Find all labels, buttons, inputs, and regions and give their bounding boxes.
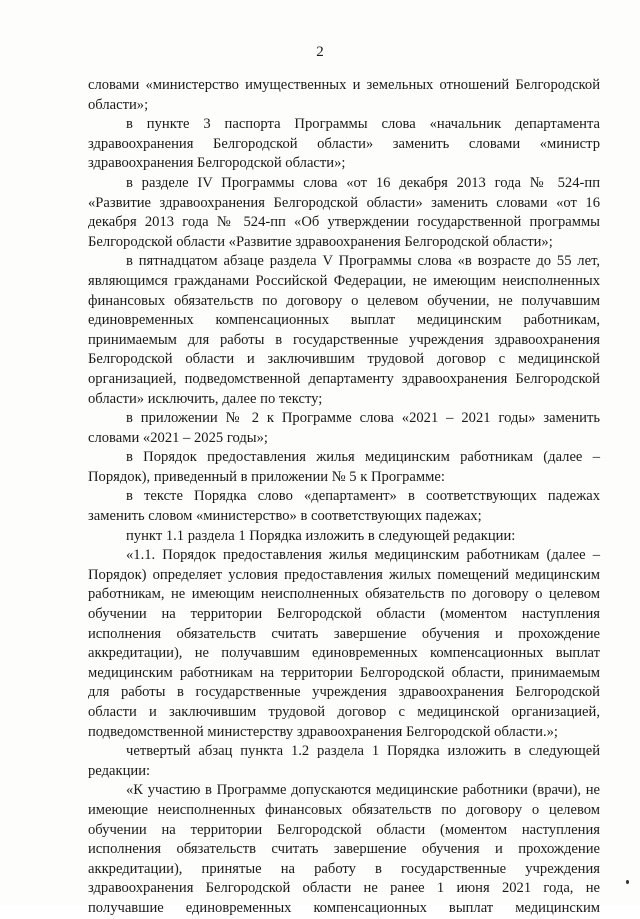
document-body bbox=[88, 76, 600, 919]
scan-speck bbox=[626, 880, 629, 884]
paragraph-1: словами «министерство имущественных и земельных отношений Белгородской области»; bbox=[88, 77, 600, 113]
paragraph-7: в тексте Порядка слово «департамент» в соответствующих падежах заменить словом «министерство» в соответствующих падежах; bbox=[88, 488, 600, 525]
page-number: 2 bbox=[316, 44, 324, 60]
paragraph-8: пункт 1.1 раздела 1 Порядка изложить в следующей редакции: bbox=[126, 527, 516, 544]
paragraph-4: в пятнадцатом абзаце раздела V Программы слова «в возрасте до 55 лет, являющимся гражданами Российской Федерации, не имеющим неисполненных финансовых обязательств по договору о целевом обучении, не получавшим единовременных компенсационных выплат медицинским работникам, принимаемым для работы в государственные учреждения здравоохранения Белгородской области и заключившим трудовой договор с медицинской организацией, подведомственной департаменту здравоохранения Белгородской области» исключить, далее по тексту; bbox=[88, 253, 600, 407]
paragraph-10: четвертый абзац пункта 1.2 раздела 1 Порядка изложить в следующей редакции: bbox=[88, 743, 600, 779]
paragraph-2: в пункте 3 паспорта Программы слова «начальник департамента здравоохранения Белгородской области» заменить словами «министр здравоохранения Белгородской области»; bbox=[88, 116, 600, 172]
paragraph-11: «К участию в Программе допускаются медицинские работники (врачи), не имеющие неисполненных финансовых обязательств по договору о целевом обучении на территории Белгородской области (моментом наступления исполнения обязательств считать завершение обучения и прохождение аккредитации), принятые на работу в государственные учреждения здравоохранения Белгородской области не ранее 1 июня 2021 года, не получавшие единовременных компенсационных выплат медицинским bbox=[88, 782, 600, 916]
paragraph-9: «1.1. Порядок предоставления жилья медицинским работникам (далее – Порядок) определяет условия предоставления жилых помещений медицинским работникам, не имеющим неисполненных обязательств по договору о целевом обучении на территории Белгородской области (моментом наступления исполнения обязательств считать завершение обучения и прохождение аккредитации), не получавшим единовременных компенсационных выплат медицинским работникам на территории Белгородской области, принимаемым для работы в государственные учреждения здравоохранения Белгородской области и заключившим трудовой договор с медицинской организацией, подведомственной министерству здравоохранения Белгородской области.»; bbox=[88, 547, 600, 740]
paragraph-5: в приложении № 2 к Программе слова «2021 – 2021 годы» заменить словами «2021 – 2025 годы»; bbox=[88, 410, 600, 446]
paragraph-3: в разделе IV Программы слова «от 16 декабря 2013 года № 524-пп «Развитие здравоохранения Белгородской области» заменить словами «от 16 декабря 2013 года № 524-пп «Об утверждении государственной программы Белгородской области «Развитие здравоохранения Белгородской области»; bbox=[88, 174, 600, 250]
paragraph-6: в Порядок предоставления жилья медицинским работникам (далее – Порядок), приведенный в приложении № 5 к Программе: bbox=[88, 449, 600, 485]
